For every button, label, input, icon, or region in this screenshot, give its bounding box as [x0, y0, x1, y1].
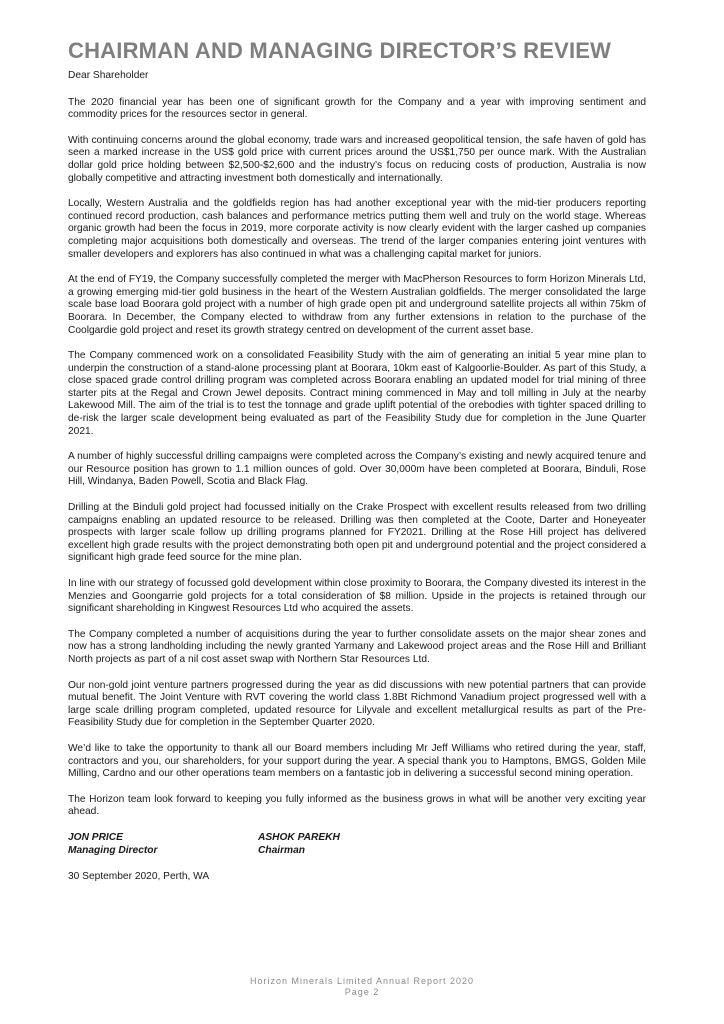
paragraph-4: At the end of FY19, the Company successfully completed the merger with MacPherson Resources to form Horizon Minerals Ltd, a growing emerging mid-tier gold business in the heart of the Western Australian goldfields. The merger consolidated the large scale base load Boorara gold project with a number of high grade open pit and underground satellite projects all within 75km of Boorara. In December, the Company elected to withdraw from any further extensions in relation to the purchase of the Coolgardie gold project and reset its growth strategy centred on development of the current asset base. — [68, 274, 646, 336]
page-title: CHAIRMAN AND MANAGING DIRECTOR’S REVIEW — [68, 38, 612, 63]
paragraph-10: Our non-gold joint venture partners progressed during the year as did discussions with new potential partners that can provide mutual benefit. The Joint Venture with RVT covering the world class 1.8Bt Richmond Vanadium project progressed well with a large scale drilling program completed, updated resource for Lilyvale and excellent metallurgical results as part of the Pre-Feasibility Study due for completion in the September Quarter 2020. — [68, 679, 646, 729]
paragraph-8: In line with our strategy of focussed gold development within close proximity to Boorara, the Company divested its interest in the Menzies and Goongarrie gold projects for a total consideration of $8 million. Upside in the projects is retained through our significant shareholding in Kingwest Resources Ltd who acquired the assets. — [68, 578, 646, 615]
page-footer — [0, 976, 724, 998]
signatory-name: JON PRICE — [68, 831, 123, 843]
signature-block — [68, 832, 646, 857]
paragraph-11: We’d like to take the opportunity to thank all our Board members including Mr Jeff Williams who retired during the year, staff, contractors and you, our shareholders, for your support during the year. A special thank you to Hamptons, BMGS, Golden Mile Milling, Cardno and our other operations team members on a fantastic job in delivering a successful second mining operation. — [68, 742, 646, 780]
footer-report-title: Horizon Minerals Limited Annual Report 2020 — [249, 976, 475, 986]
paragraph-7: Drilling at the Binduli gold project had focussed initially on the Crake Prospect with excellent results released from two drilling campaigns enabling an updated resource to be released. Drilling was then completed at the Coote, Darter and Honeyeater prospects with larger scale follow up drilling programs planned for FY2021. Drilling at the Rose Hill project has delivered excellent high grade results with the project demonstrating both open pit and underground potential and the project considered a significant high grade feed source for the mine plan. — [68, 502, 646, 564]
review-page — [68, 38, 646, 884]
paragraph-2: With continuing concerns around the global economy, trade wars and increased geopolitical tension, the safe haven of gold has seen a marked increase in the US$ gold price with current prices around the US$1,750 per ounce mark. With the Australian dollar gold price holding between $2,500-$2,600 and the industry’s focus on reducing costs of production, Australia is now globally competitive and attracting investment both domestically and internationally. — [68, 134, 646, 184]
date-line: 30 September 2020, Perth, WA — [68, 871, 210, 883]
signatory-name: ASHOK PAREKH — [258, 831, 340, 843]
paragraph-5: The Company commenced work on a consolidated Feasibility Study with the aim of generating an initial 5 year mine plan to underpin the construction of a stand-alone processing plant at Boorara, 10km east of Kalgoorlie-Boulder. As part of this Study, a close spaced grade control drilling program was completed across Boorara enabling an updated model for trial mining of three starter pits at the Regal and Crown Jewel deposits. Contract mining commenced in May and toll milling in July at the nearby Lakewood Mill. The aim of the trial is to test the tonnage and grade uplift potential of the orebodies with tighter spaced drilling to de-risk the larger scale development being evaluated as part of the Feasibility Study due for completion in the June Quarter 2021. — [68, 350, 646, 437]
paragraph-9: The Company completed a number of acquisitions during the year to further consolidate assets on the major shear zones and now has a strong landholding including the newly granted Yarmany and Lakewood project areas and the Rose Hill and Brilliant North projects as part of a nil cost asset swap with Northern Star Resources Ltd. — [68, 628, 646, 665]
paragraph-12: The Horizon team look forward to keeping you fully informed as the business grows in what will be another very exciting year ahead. — [68, 793, 646, 818]
salutation: Dear Shareholder — [68, 70, 149, 81]
signatory-role: Managing Director — [68, 844, 158, 856]
paragraph-6: A number of highly successful drilling campaigns were completed across the Company’s existing and newly acquired tenure and our Resource position has grown to 1.1 million ounces of gold. Over 30,000m have been completed at Boorara, Binduli, Rose Hill, Windanya, Baden Powell, Scotia and Black Flag. — [68, 451, 646, 488]
paragraph-1: The 2020 financial year has been one of significant growth for the Company and a year with improving sentiment and commodity prices for the resources sector in general. — [68, 96, 646, 121]
footer-page-number: Page 2 — [344, 987, 380, 997]
paragraph-3: Locally, Western Australia and the goldfields region has had another exceptional year with the mid-tier producers reporting continued record production, cash balances and performance metrics putting them well and truly on the world stage. Whereas organic growth had been the focus in 2019, more corporate activity is now clearly evident with the larger cashed up companies completing major acquisitions both domestically and overseas. The trend of the larger companies entering joint ventures with smaller developers and explorers has also continued in what was a challenging capital market for juniors. — [68, 198, 646, 260]
signatory-chairman — [258, 832, 340, 857]
signatory-role: Chairman — [258, 844, 305, 856]
signatory-managing-director — [68, 832, 258, 857]
